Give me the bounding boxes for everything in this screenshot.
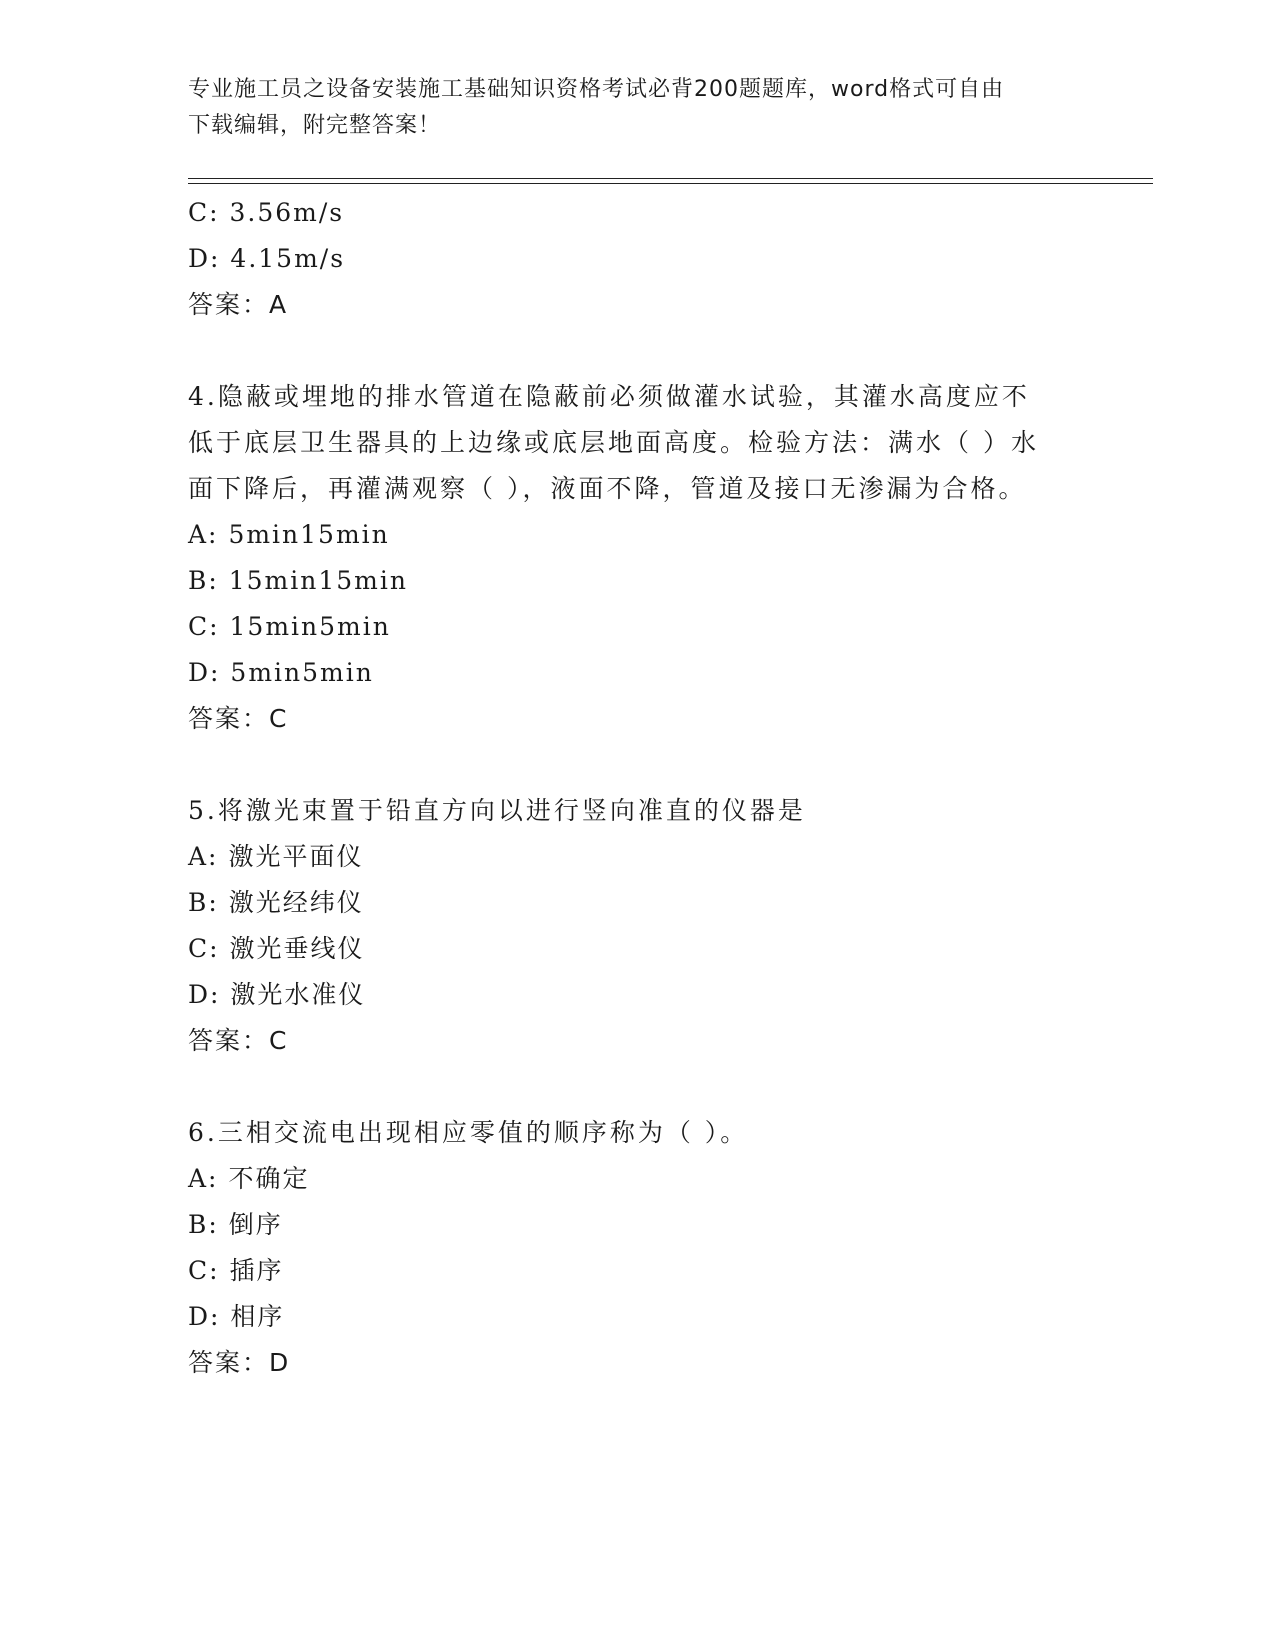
option-key: C:	[188, 198, 220, 227]
question-stem	[188, 788, 1088, 834]
option-text: 15min5min	[229, 612, 391, 641]
question-6	[188, 1110, 1088, 1386]
option-a	[188, 512, 1088, 558]
option-c	[188, 926, 1088, 972]
option-key: C:	[188, 612, 220, 641]
option-text: 激光水准仪	[230, 980, 366, 1009]
question-stem-line: 低于底层卫生器具的上边缘或底层地面高度。检验方法：满水（ ）水	[188, 428, 1039, 457]
option-c	[188, 1248, 1088, 1294]
question-stem	[188, 1110, 1088, 1156]
option-text: 相序	[230, 1302, 285, 1331]
option-text: 4.15m/s	[230, 244, 346, 273]
header-title-line-1: 专业施工员之设备安装施工基础知识资格考试必背200题题库，word格式可自由	[188, 77, 1005, 102]
option-key: C:	[188, 934, 220, 963]
option-text: 3.56m/s	[229, 198, 345, 227]
option-key: D:	[188, 980, 221, 1009]
option-text: 激光经纬仪	[228, 888, 364, 917]
option-text: 不确定	[228, 1164, 310, 1193]
option-text: 倒序	[228, 1210, 283, 1239]
option-d	[188, 972, 1088, 1018]
option-text: 激光垂线仪	[229, 934, 365, 963]
question-stem-line: 5.将激光束置于铅直方向以进行竖向准直的仪器是	[188, 796, 806, 825]
answer-line: 答案：D	[188, 1348, 291, 1377]
answer-line: 答案：C	[188, 704, 289, 733]
question-stem-line: 4.隐蔽或埋地的排水管道在隐蔽前必须做灌水试验，其灌水高度应不	[188, 382, 1030, 411]
document-header	[188, 72, 1088, 144]
option-d	[188, 1294, 1088, 1340]
carryover-question	[188, 190, 1088, 328]
option-text: 15min15min	[228, 566, 408, 595]
option-key: A:	[188, 520, 219, 549]
option-d	[188, 650, 1088, 696]
option-key: C:	[188, 1256, 220, 1285]
option-b	[188, 1202, 1088, 1248]
option-key: D:	[188, 244, 221, 273]
spacer	[188, 328, 1088, 374]
answer-line: 答案：A	[188, 290, 289, 319]
question-stem-line: 6.三相交流电出现相应零值的顺序称为（ ）。	[188, 1118, 749, 1147]
option-a	[188, 834, 1088, 880]
option-key: B:	[188, 566, 219, 595]
option-b	[188, 558, 1088, 604]
option-key: B:	[188, 1210, 219, 1239]
option-c	[188, 190, 1088, 236]
option-key: B:	[188, 888, 219, 917]
spacer	[188, 1064, 1088, 1110]
option-b	[188, 880, 1088, 926]
question-5	[188, 788, 1088, 1064]
question-stem	[188, 374, 1088, 512]
option-text: 5min5min	[230, 658, 374, 687]
option-c	[188, 604, 1088, 650]
option-key: D:	[188, 658, 221, 687]
option-text: 插序	[229, 1256, 284, 1285]
option-text: 5min15min	[228, 520, 390, 549]
spacer	[188, 742, 1088, 788]
answer-line: 答案：C	[188, 1026, 289, 1055]
header-divider-top	[188, 178, 1153, 179]
option-a	[188, 1156, 1088, 1202]
option-key: D:	[188, 1302, 221, 1331]
header-divider-bottom	[188, 183, 1153, 184]
option-text: 激光平面仪	[228, 842, 364, 871]
header-title-line-2: 下载编辑，附完整答案！	[188, 113, 442, 138]
option-key: A:	[188, 1164, 219, 1193]
question-4	[188, 374, 1088, 742]
option-key: A:	[188, 842, 219, 871]
question-stem-line: 面下降后，再灌满观察（ ），液面不降，管道及接口无渗漏为合格。	[188, 474, 1027, 503]
question-list	[188, 190, 1088, 1386]
option-d	[188, 236, 1088, 282]
